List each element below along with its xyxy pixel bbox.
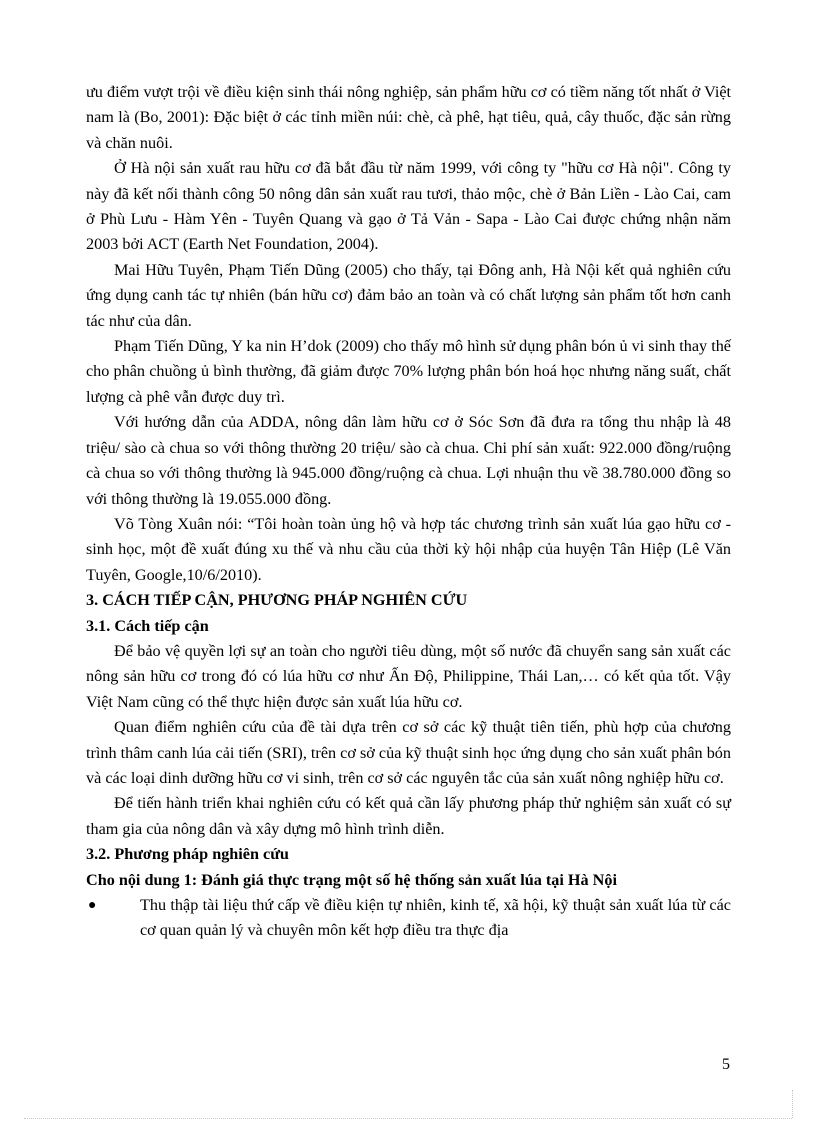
paragraph-approach-2: Quan điểm nghiên cứu của đề tài dựa trên cơ sở các kỹ thuật tiên tiến, phù hợp của chương trình thâm canh lúa cải tiến (SRI), trên cơ sở của kỹ thuật sinh học ứng dụng cho sản xuất phân bón và các loại dinh dưỡng hữu cơ vi sinh, trên cơ sở các nguyên tắc của sản xuất nông nghiệp hữu cơ. — [86, 718, 731, 787]
bullet-icon: ● — [88, 898, 97, 913]
bullet-list — [86, 893, 731, 944]
page-number: 5 — [722, 1056, 730, 1073]
section-3-2-heading: 3.2. Phương pháp nghiên cứu — [86, 845, 289, 864]
paragraph-adda: Với hướng dẫn của ADDA, nông dân làm hữu cơ ở Sóc Sơn đã đưa ra tổng thu nhập là 48 triệu/ sào cà chua so với thông thường 20 triệu/ sào cà chua. Chi phí sản xuất: 922.000 đồng/ruộng cà chua so với thông thường là 945.000 đồng/ruộng cà chua. Lợi nhuận thu về 38.780.000 đồng so với thông thường là 19.055.000 đồng. — [86, 413, 731, 508]
content-1-heading: Cho nội dung 1: Đánh giá thực trạng một số hệ thống sản xuất lúa tại Hà Nội — [86, 870, 617, 889]
paragraph-intro: ưu điểm vượt trội về điều kiện sinh thái nông nghiệp, sản phẩm hữu cơ có tiềm năng tốt nhất ở Việt nam là (Bo, 2001): Đặc biệt ở các tỉnh miền núi: chè, cà phê, hạt tiêu, quả, cây thuốc, đặc sản rừng và chăn nuôi. — [86, 83, 731, 152]
list-item — [86, 893, 731, 944]
paragraph-hanoi-organic: Ở Hà nội sản xuất rau hữu cơ đã bắt đầu từ năm 1999, với công ty "hữu cơ Hà nội". Công ty này đã kết nối thành công 50 nông dân sản xuất rau tươi, thảo mộc, chè ở Bản Liền - Lào Cai, cam ở Phù Lưu - Hàm Yên - Tuyên Quang và gạo ở Tả Vản - Sapa - Lào Cai được chứng nhận năm 2003 bởi ACT (Earth Net Foundation, 2004). — [86, 159, 731, 254]
section-3-heading: 3. CÁCH TIẾP CẬN, PHƯƠNG PHÁP NGHIÊN CỨU — [86, 591, 468, 610]
page-edge-divider-vertical — [792, 1090, 793, 1118]
section-3-1-heading: 3.1. Cách tiếp cận — [86, 616, 209, 635]
document-page — [86, 80, 731, 944]
paragraph-approach-1: Để bảo vệ quyền lợi sự an toàn cho người tiêu dùng, một số nước đã chuyển sang sản xuất các nông sản hữu cơ trong đó có lúa hữu cơ như Ấn Độ, Philippine, Thái Lan,… có kết qủa tốt. Vậy Việt Nam cũng có thể thực hiện được sản xuất lúa hữu cơ. — [86, 641, 731, 711]
paragraph-vo-tong-xuan: Võ Tòng Xuân nói: “Tôi hoàn toàn ủng hộ và hợp tác chương trình sản xuất lúa gạo hữu cơ - sinh học, một đề xuất đúng xu thế và nhu cầu của thời kỳ hội nhập của huyện Tân Hiệp (Lê Văn Tuyên, Google,10/6/2010). — [86, 514, 731, 584]
paragraph-approach-3: Để tiến hành triển khai nghiên cứu có kết quả cần lấy phương pháp thử nghiệm sản xuất có sự tham gia của nông dân và xây dựng mô hình trình diễn. — [86, 794, 731, 838]
paragraph-pham-tien-dung: Phạm Tiến Dũng, Y ka nin H’dok (2009) cho thấy mô hình sử dụng phân bón ủ vi sinh thay thế cho phân chuồng ủ bình thường, đã giảm được 70% lượng phân bón hoá học nhưng năng suất, chất lượng cà phê vẫn được duy trì. — [86, 337, 731, 406]
list-item-text: Thu thập tài liệu thứ cấp về điều kiện tự nhiên, kinh tế, xã hội, kỹ thuật sản xuất lúa từ các cơ quan quản lý và chuyên môn kết hợp điều tra thực địa — [140, 896, 731, 940]
page-edge-divider — [24, 1118, 792, 1119]
paragraph-mai-huu-tuyen: Mai Hữu Tuyên, Phạm Tiến Dũng (2005) cho thấy, tại Đông anh, Hà Nội kết quả nghiên cứu ứng dụng canh tác tự nhiên (bán hữu cơ) đảm bảo an toàn và có chất lượng sản phẩm tốt hơn canh tác như của dân. — [86, 260, 731, 330]
